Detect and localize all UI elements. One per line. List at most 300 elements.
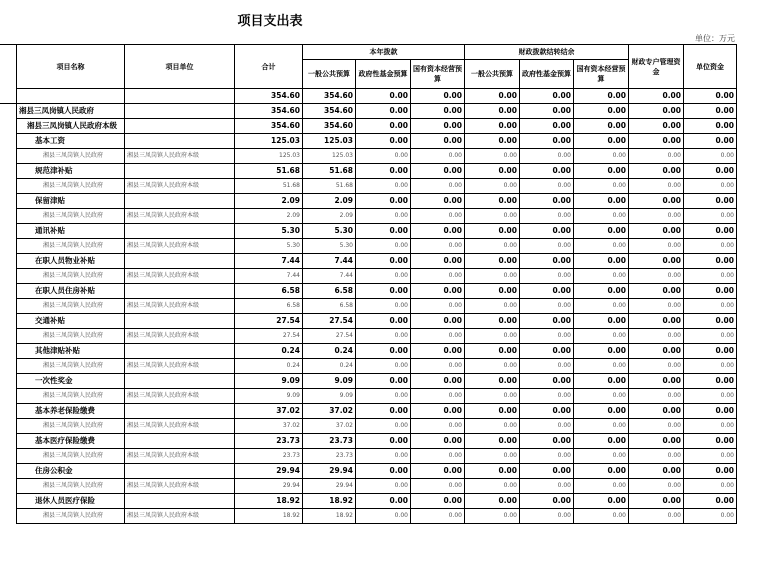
row-value-cell: 0.00 <box>411 329 465 344</box>
row-value-cell: 0.00 <box>684 359 737 374</box>
row-value-cell: 0.00 <box>356 494 411 509</box>
row-value-cell: 0.00 <box>411 404 465 419</box>
row-value-cell: 0.00 <box>520 359 574 374</box>
table-body <box>17 89 737 524</box>
row-value-cell: 0.00 <box>465 389 520 404</box>
table-row <box>17 404 737 419</box>
row-value-cell: 7.44 <box>235 254 303 269</box>
row-value-cell: 0.00 <box>629 119 684 134</box>
row-value-cell: 0.00 <box>574 434 629 449</box>
row-value-cell: 51.68 <box>235 179 303 194</box>
row-value-cell: 0.00 <box>465 269 520 284</box>
row-project-unit: 湘县三凤岗镇人民政府本级 <box>125 449 235 464</box>
row-project-unit: 湘县三凤岗镇人民政府本级 <box>125 239 235 254</box>
row-value-cell: 0.00 <box>465 149 520 164</box>
row-value-cell: 0.00 <box>684 149 737 164</box>
row-value-cell: 0.00 <box>356 404 411 419</box>
row-value-cell: 0.00 <box>684 284 737 299</box>
row-value-cell: 0.00 <box>411 374 465 389</box>
row-value-cell: 0.00 <box>684 164 737 179</box>
table-row <box>17 269 737 284</box>
row-value-cell: 0.00 <box>574 89 629 104</box>
table-row <box>17 434 737 449</box>
row-value-cell: 0.00 <box>574 149 629 164</box>
row-project-name: 基本养老保险缴费 <box>17 404 125 419</box>
table-row <box>17 89 737 104</box>
row-project-unit <box>125 494 235 509</box>
row-value-cell: 7.44 <box>303 254 356 269</box>
row-value-cell: 0.00 <box>411 449 465 464</box>
row-value-cell: 37.02 <box>303 404 356 419</box>
row-value-cell: 0.00 <box>411 119 465 134</box>
row-value-cell: 0.00 <box>465 374 520 389</box>
row-project-name: 在职人员物业补贴 <box>17 254 125 269</box>
row-value-cell: 29.94 <box>303 464 356 479</box>
row-value-cell: 0.00 <box>465 179 520 194</box>
row-value-cell: 0.00 <box>411 269 465 284</box>
row-value-cell: 0.00 <box>629 134 684 149</box>
table-row <box>17 254 737 269</box>
row-value-cell: 0.00 <box>684 269 737 284</box>
row-value-cell: 0.00 <box>629 389 684 404</box>
header-carry-general-budget: 一般公共预算 <box>465 60 520 89</box>
header-current-year-group: 本年拨款 <box>303 45 465 60</box>
row-value-cell: 0.00 <box>520 374 574 389</box>
row-project-unit: 湘县三凤岗镇人民政府本级 <box>125 479 235 494</box>
row-value-cell: 0.00 <box>520 239 574 254</box>
row-value-cell: 0.00 <box>356 479 411 494</box>
row-value-cell: 0.00 <box>411 419 465 434</box>
row-value-cell: 0.00 <box>411 104 465 119</box>
header-unit-funds: 单位资金 <box>684 45 737 89</box>
row-value-cell: 0.00 <box>520 419 574 434</box>
row-project-name: 退休人员医疗保险 <box>17 494 125 509</box>
row-value-cell: 0.00 <box>465 509 520 524</box>
row-value-cell: 0.00 <box>356 164 411 179</box>
unit-label: 单位：万元 <box>695 34 735 43</box>
row-project-unit <box>125 119 235 134</box>
row-value-cell: 0.00 <box>411 494 465 509</box>
row-value-cell: 0.00 <box>684 254 737 269</box>
row-project-name: 通讯补贴 <box>17 224 125 239</box>
row-project-unit <box>125 104 235 119</box>
row-value-cell: 0.00 <box>356 389 411 404</box>
row-value-cell: 354.60 <box>303 104 356 119</box>
row-value-cell: 0.00 <box>574 404 629 419</box>
row-value-cell: 0.00 <box>520 464 574 479</box>
row-value-cell: 0.00 <box>684 239 737 254</box>
row-value-cell: 5.30 <box>303 239 356 254</box>
row-value-cell: 0.00 <box>574 329 629 344</box>
row-value-cell: 354.60 <box>235 119 303 134</box>
row-value-cell: 0.00 <box>356 359 411 374</box>
table-row <box>17 329 737 344</box>
row-value-cell: 0.00 <box>520 224 574 239</box>
row-value-cell: 0.00 <box>465 494 520 509</box>
row-value-cell: 0.00 <box>411 134 465 149</box>
row-value-cell: 23.73 <box>235 434 303 449</box>
table-row <box>17 314 737 329</box>
row-project-unit <box>125 224 235 239</box>
row-project-name: 湘县三凤岗镇人民政府 <box>17 329 125 344</box>
row-value-cell: 5.30 <box>235 239 303 254</box>
row-project-name: 规范津补贴 <box>17 164 125 179</box>
row-value-cell: 0.00 <box>629 269 684 284</box>
row-project-unit: 湘县三凤岗镇人民政府本级 <box>125 389 235 404</box>
row-value-cell: 0.00 <box>574 209 629 224</box>
row-value-cell: 0.00 <box>411 314 465 329</box>
header-carry-state-capital-budget: 国有资本经营预算 <box>574 60 629 89</box>
row-value-cell: 0.00 <box>574 224 629 239</box>
row-value-cell: 0.00 <box>411 209 465 224</box>
row-value-cell: 27.54 <box>303 329 356 344</box>
row-value-cell: 0.00 <box>411 179 465 194</box>
row-value-cell: 0.24 <box>303 344 356 359</box>
row-value-cell: 0.00 <box>629 509 684 524</box>
row-value-cell: 0.00 <box>574 464 629 479</box>
row-value-cell: 125.03 <box>235 134 303 149</box>
row-value-cell: 27.54 <box>235 314 303 329</box>
row-project-name: 湘县三凤岗镇人民政府 <box>17 179 125 194</box>
row-value-cell: 0.00 <box>465 239 520 254</box>
header-state-capital-budget: 国有资本经营预算 <box>411 60 465 89</box>
row-value-cell: 0.00 <box>520 329 574 344</box>
row-project-name: 湘县三凤岗镇人民政府 <box>17 209 125 224</box>
row-value-cell: 0.00 <box>465 314 520 329</box>
row-value-cell: 0.00 <box>356 89 411 104</box>
header-fund-budget: 政府性基金预算 <box>356 60 411 89</box>
row-value-cell: 18.92 <box>303 494 356 509</box>
row-value-cell: 0.00 <box>520 179 574 194</box>
row-value-cell: 0.00 <box>684 479 737 494</box>
table-row <box>17 389 737 404</box>
row-value-cell: 0.00 <box>520 134 574 149</box>
table-row <box>17 344 737 359</box>
row-value-cell: 0.00 <box>684 494 737 509</box>
row-value-cell: 0.00 <box>629 209 684 224</box>
row-value-cell: 0.00 <box>684 464 737 479</box>
row-value-cell: 0.00 <box>520 254 574 269</box>
row-value-cell: 0.00 <box>520 314 574 329</box>
row-value-cell: 0.00 <box>684 389 737 404</box>
table-row <box>17 134 737 149</box>
row-value-cell: 23.73 <box>235 449 303 464</box>
row-value-cell: 0.00 <box>574 134 629 149</box>
row-value-cell: 0.00 <box>574 164 629 179</box>
row-project-name: 湘县三凤岗镇人民政府本级 <box>17 119 125 134</box>
table-row <box>17 494 737 509</box>
header-carryover-group: 财政拨款结转结余 <box>465 45 629 60</box>
row-project-unit: 湘县三凤岗镇人民政府本级 <box>125 329 235 344</box>
row-value-cell: 0.00 <box>465 284 520 299</box>
row-value-cell: 7.44 <box>303 269 356 284</box>
row-project-unit <box>125 284 235 299</box>
row-value-cell: 0.00 <box>356 179 411 194</box>
header-total: 合计 <box>235 45 303 89</box>
row-value-cell: 0.00 <box>465 329 520 344</box>
row-value-cell: 0.00 <box>574 239 629 254</box>
row-value-cell: 0.00 <box>356 299 411 314</box>
row-value-cell: 2.09 <box>303 209 356 224</box>
row-value-cell: 0.00 <box>629 359 684 374</box>
row-value-cell: 0.00 <box>356 449 411 464</box>
row-value-cell: 0.00 <box>411 479 465 494</box>
row-value-cell: 125.03 <box>235 149 303 164</box>
row-value-cell: 0.00 <box>574 449 629 464</box>
row-value-cell: 0.00 <box>411 164 465 179</box>
row-value-cell: 6.58 <box>235 299 303 314</box>
row-value-cell: 0.00 <box>356 209 411 224</box>
row-value-cell: 0.00 <box>629 434 684 449</box>
row-value-cell: 0.00 <box>520 269 574 284</box>
row-project-name: 基本工资 <box>17 134 125 149</box>
table-row <box>17 239 737 254</box>
row-value-cell: 0.00 <box>684 134 737 149</box>
table-row <box>17 359 737 374</box>
row-value-cell: 0.00 <box>574 179 629 194</box>
row-value-cell: 0.00 <box>356 419 411 434</box>
row-project-unit <box>125 134 235 149</box>
table-row <box>17 224 737 239</box>
row-value-cell: 0.00 <box>356 149 411 164</box>
row-value-cell: 0.00 <box>356 374 411 389</box>
row-value-cell: 0.24 <box>235 359 303 374</box>
row-value-cell: 0.00 <box>684 344 737 359</box>
row-project-name: 住房公积金 <box>17 464 125 479</box>
row-value-cell: 0.00 <box>465 224 520 239</box>
row-value-cell: 0.00 <box>684 509 737 524</box>
row-value-cell: 0.00 <box>684 314 737 329</box>
row-value-cell: 0.00 <box>411 239 465 254</box>
row-value-cell: 0.00 <box>356 329 411 344</box>
row-value-cell: 9.09 <box>303 374 356 389</box>
header-project-unit: 项目单位 <box>125 45 235 89</box>
row-value-cell: 0.00 <box>411 509 465 524</box>
row-value-cell: 27.54 <box>235 329 303 344</box>
row-value-cell: 0.00 <box>629 104 684 119</box>
row-value-cell: 0.00 <box>465 359 520 374</box>
row-value-cell: 0.00 <box>520 449 574 464</box>
row-value-cell: 0.00 <box>574 314 629 329</box>
row-value-cell: 7.44 <box>235 269 303 284</box>
row-value-cell: 0.00 <box>629 419 684 434</box>
row-value-cell: 0.00 <box>411 284 465 299</box>
row-value-cell: 0.00 <box>356 239 411 254</box>
row-value-cell: 0.00 <box>684 119 737 134</box>
row-value-cell: 0.00 <box>356 119 411 134</box>
row-project-name: 湘县三凤岗镇人民政府 <box>17 239 125 254</box>
row-value-cell: 0.00 <box>629 449 684 464</box>
row-value-cell: 0.00 <box>629 314 684 329</box>
row-project-unit <box>125 89 235 104</box>
row-value-cell: 0.00 <box>684 194 737 209</box>
table-row <box>17 194 737 209</box>
row-project-name: 湘县三凤岗镇人民政府 <box>17 449 125 464</box>
row-value-cell: 0.00 <box>356 224 411 239</box>
row-value-cell: 0.00 <box>356 254 411 269</box>
row-value-cell: 0.00 <box>356 434 411 449</box>
row-value-cell: 0.00 <box>465 254 520 269</box>
row-value-cell: 354.60 <box>235 89 303 104</box>
row-value-cell: 0.00 <box>520 284 574 299</box>
row-value-cell: 0.00 <box>629 284 684 299</box>
row-value-cell: 5.30 <box>235 224 303 239</box>
row-project-unit <box>125 404 235 419</box>
row-value-cell: 18.92 <box>303 509 356 524</box>
row-value-cell: 0.00 <box>356 464 411 479</box>
row-value-cell: 0.00 <box>684 449 737 464</box>
project-expenditure-table <box>16 44 737 524</box>
row-value-cell: 29.94 <box>303 479 356 494</box>
row-value-cell: 0.24 <box>235 344 303 359</box>
row-value-cell: 29.94 <box>235 464 303 479</box>
row-value-cell: 0.00 <box>520 494 574 509</box>
row-value-cell: 0.00 <box>629 179 684 194</box>
row-value-cell: 0.00 <box>520 479 574 494</box>
row-project-name: 交通补贴 <box>17 314 125 329</box>
row-project-name: 湘县三凤岗镇人民政府 <box>17 389 125 404</box>
row-value-cell: 0.00 <box>520 104 574 119</box>
table-row <box>17 284 737 299</box>
row-value-cell: 0.00 <box>684 104 737 119</box>
row-value-cell: 0.00 <box>629 149 684 164</box>
row-project-unit <box>125 434 235 449</box>
row-value-cell: 0.00 <box>629 344 684 359</box>
row-value-cell: 5.30 <box>303 224 356 239</box>
row-project-unit <box>125 314 235 329</box>
row-value-cell: 37.02 <box>303 419 356 434</box>
row-value-cell: 0.00 <box>629 89 684 104</box>
row-value-cell: 0.00 <box>629 494 684 509</box>
row-value-cell: 0.00 <box>629 479 684 494</box>
row-value-cell: 0.00 <box>411 434 465 449</box>
row-value-cell: 0.00 <box>574 254 629 269</box>
row-value-cell: 0.00 <box>465 434 520 449</box>
row-value-cell: 0.00 <box>684 329 737 344</box>
row-value-cell: 0.00 <box>629 239 684 254</box>
row-value-cell: 0.00 <box>684 434 737 449</box>
row-value-cell: 29.94 <box>235 479 303 494</box>
row-value-cell: 0.00 <box>520 164 574 179</box>
row-value-cell: 0.00 <box>465 449 520 464</box>
row-value-cell: 0.00 <box>411 359 465 374</box>
row-value-cell: 0.00 <box>465 164 520 179</box>
table-row <box>17 509 737 524</box>
row-value-cell: 18.92 <box>235 494 303 509</box>
row-value-cell: 0.00 <box>520 299 574 314</box>
row-value-cell: 0.00 <box>411 194 465 209</box>
row-value-cell: 51.68 <box>303 164 356 179</box>
row-value-cell: 0.00 <box>356 509 411 524</box>
row-project-name: 保留津贴 <box>17 194 125 209</box>
row-project-unit: 湘县三凤岗镇人民政府本级 <box>125 149 235 164</box>
row-value-cell: 0.00 <box>629 329 684 344</box>
row-value-cell: 0.00 <box>520 509 574 524</box>
row-value-cell: 6.58 <box>235 284 303 299</box>
row-value-cell: 0.00 <box>629 254 684 269</box>
row-value-cell: 0.00 <box>574 494 629 509</box>
row-value-cell: 0.00 <box>684 224 737 239</box>
row-value-cell: 27.54 <box>303 314 356 329</box>
row-project-unit: 湘县三凤岗镇人民政府本级 <box>125 509 235 524</box>
row-value-cell: 23.73 <box>303 449 356 464</box>
row-project-name: 湘县三凤岗镇人民政府 <box>17 149 125 164</box>
header-general-budget: 一般公共预算 <box>303 60 356 89</box>
row-value-cell: 125.03 <box>303 149 356 164</box>
row-value-cell: 0.00 <box>411 89 465 104</box>
row-value-cell: 0.00 <box>574 359 629 374</box>
row-project-name: 湘县三凤岗镇人民政府 <box>17 419 125 434</box>
row-value-cell: 9.09 <box>235 389 303 404</box>
row-value-cell: 0.00 <box>629 374 684 389</box>
row-value-cell: 0.00 <box>520 89 574 104</box>
row-value-cell: 23.73 <box>303 434 356 449</box>
row-value-cell: 0.00 <box>574 479 629 494</box>
table-row <box>17 149 737 164</box>
table-row <box>17 164 737 179</box>
row-project-unit: 湘县三凤岗镇人民政府本级 <box>125 209 235 224</box>
table-row <box>17 209 737 224</box>
row-project-name: 在职人员住房补贴 <box>17 284 125 299</box>
row-project-unit: 湘县三凤岗镇人民政府本级 <box>125 359 235 374</box>
row-value-cell: 354.60 <box>303 119 356 134</box>
row-project-unit <box>125 164 235 179</box>
row-value-cell: 0.00 <box>465 194 520 209</box>
row-project-unit <box>125 374 235 389</box>
row-value-cell: 2.09 <box>235 194 303 209</box>
row-value-cell: 0.00 <box>411 299 465 314</box>
row-value-cell: 125.03 <box>303 134 356 149</box>
row-value-cell: 0.00 <box>465 89 520 104</box>
table-row <box>17 419 737 434</box>
row-value-cell: 0.00 <box>465 464 520 479</box>
table-row <box>17 299 737 314</box>
row-value-cell: 354.60 <box>235 104 303 119</box>
row-value-cell: 0.00 <box>356 104 411 119</box>
row-value-cell: 0.00 <box>629 299 684 314</box>
row-value-cell: 0.00 <box>520 404 574 419</box>
row-project-unit: 湘县三凤岗镇人民政府本级 <box>125 269 235 284</box>
row-value-cell: 51.68 <box>303 179 356 194</box>
row-value-cell: 0.00 <box>520 344 574 359</box>
table-row <box>17 179 737 194</box>
row-value-cell: 0.00 <box>574 284 629 299</box>
row-value-cell: 0.00 <box>684 419 737 434</box>
row-value-cell: 0.00 <box>574 419 629 434</box>
row-value-cell: 0.00 <box>411 464 465 479</box>
row-value-cell: 2.09 <box>235 209 303 224</box>
row-value-cell: 0.00 <box>356 284 411 299</box>
row-project-name: 湘县三凤岗镇人民政府 <box>17 509 125 524</box>
row-value-cell: 0.00 <box>574 194 629 209</box>
row-project-name: 湘县三凤岗镇人民政府 <box>17 104 125 119</box>
row-value-cell: 0.00 <box>356 344 411 359</box>
row-project-unit: 湘县三凤岗镇人民政府本级 <box>125 419 235 434</box>
row-project-name: 湘县三凤岗镇人民政府 <box>17 269 125 284</box>
row-value-cell: 0.00 <box>684 89 737 104</box>
row-value-cell: 0.00 <box>411 224 465 239</box>
header-special-account: 财政专户管理资金 <box>629 45 684 89</box>
row-value-cell: 0.00 <box>465 419 520 434</box>
row-value-cell: 0.00 <box>684 179 737 194</box>
row-value-cell: 0.00 <box>574 269 629 284</box>
row-value-cell: 0.00 <box>520 119 574 134</box>
row-value-cell: 51.68 <box>235 164 303 179</box>
row-value-cell: 0.00 <box>411 389 465 404</box>
row-value-cell: 0.00 <box>465 209 520 224</box>
table-row <box>17 464 737 479</box>
row-value-cell: 0.00 <box>574 389 629 404</box>
